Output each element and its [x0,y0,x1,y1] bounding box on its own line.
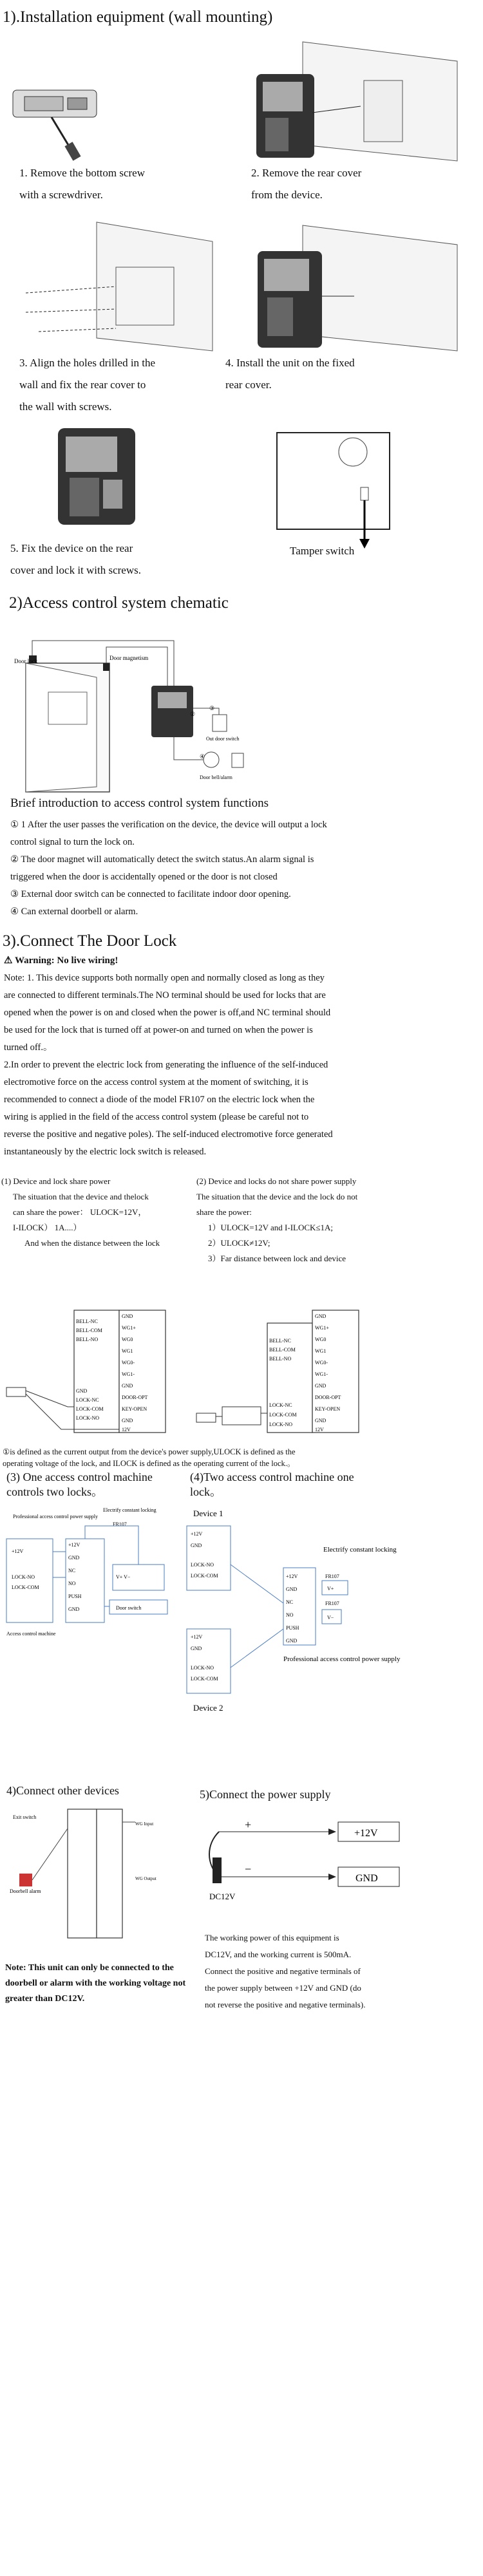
terminal-label: KEY-OPEN [122,1406,147,1412]
terminal-label: GND [76,1388,88,1394]
door-switch-label: Door switch [116,1605,142,1611]
device1-label: Device 1 [193,1509,223,1518]
prof-supply-label: Professional access control power supply [13,1514,98,1519]
terminal-label: NO [68,1581,76,1586]
separate-power-wiring-diagram [196,1310,390,1439]
terminal-label: LOCK-NO [191,1665,214,1671]
terminal-label: PUSH [286,1625,299,1631]
terminal-label: NC [286,1599,294,1605]
step1-caption: 1. Remove the bottom screw with a screwdriver. [19,167,145,201]
fix-device-illustration [39,425,167,528]
lock-footnote: ①is defined as the current output from the device's power supply,ULOCK is defined as the operating voltage of the lock, and ILOCK is defined as the operating current of the lock.。 [3,1447,296,1468]
terminal-label: +12V [191,1531,203,1537]
svg-text:V+: V+ [327,1586,334,1592]
terminal-label: LOCK-COM [269,1412,297,1418]
functions-list: ① 1 After the user passes the verification on the device, the device will output a lock control signal to turn the lock on. ② The door magnet will automatically detect the switch status.An alarm signal is triggered when the door is accidentally opened or the door is not closed ③ External door switch can be connected to facilitate indoor door opening. ④ Can external doorbell or alarm. [10,820,327,917]
terminal-label: +12V [68,1542,80,1548]
out-door-switch-label: Out door switch [206,736,240,742]
terminal-label: KEY-OPEN [315,1406,341,1412]
align-holes-illustration [26,222,219,351]
terminal-label: LOCK-NC [76,1397,99,1403]
lock-notes: Note: 1. This device supports both normally open and normally closed as long as they are connected to different terminals.The NO terminal should be used for locks that are opened when the power is on and closed when the power is off,and NC terminal should be used for the lock that is turned off at power-on and turned on when the power is turned off.。 2.In order to prevent the electric lock from generating the influence of the self-induced electromotive force on the access control system at the moment of switching, it is recommended to connect a diode of the model FR107 on the electric lock when the wiring is applied in the field of the access control system (please be careful not to reverse the positive and negative poles). The self-induced electromotive force generated instantaneously by the electric lock switch is released. [4,973,333,1157]
electric-lock-label: Electrify constant locking [323,1546,397,1554]
tamper-switch-label: Tamper switch [290,545,355,557]
terminal-label: WG0- [122,1360,135,1366]
terminal-label: LOCK-COM [191,1573,218,1579]
terminal-label: PUSH [68,1594,82,1599]
install-heading: 1).Installation equipment (wall mounting) [3,8,273,26]
fr107-label: FR107 [325,1601,339,1606]
terminal-label: GND [315,1418,327,1424]
terminal-label: GND [286,1586,298,1592]
terminal-label: GND [122,1313,133,1319]
terminal-label: WG1+ [122,1325,136,1331]
terminal-label: LOCK-NO [191,1562,214,1568]
other-heading: 4)Connect other devices [6,1784,119,1797]
svg-text:③: ③ [209,705,215,711]
prof-supply-label: Professional access control power supply [283,1655,401,1663]
warning: ⚠ Warning: No live wiring! [4,955,118,966]
warning-icon: ⚠ [4,955,13,966]
wg-output-label: WG Output [135,1876,156,1881]
intro-title: Brief introduction to access control system functions [10,796,269,810]
terminal-label: BELL-NO [76,1337,99,1342]
terminal-label: GND [315,1383,327,1389]
remove-rear-cover-illustration [251,35,464,164]
terminal-label: +12V [12,1548,24,1554]
terminal-label: WG1- [122,1371,135,1377]
terminal-label: WG1+ [315,1325,329,1331]
terminal-label: WG1 [315,1348,327,1354]
dc12v-label: DC12V [209,1892,236,1901]
terminal-label: GND [68,1606,80,1612]
terminal-label: LOCK-COM [191,1676,218,1682]
power-desc: The working power of this equipment is DC12V, and the working current is 500mA. Connect the positive and negative terminals of the power supply between +12V and GND (do not reverse the positive and negative terminals). [205,1933,366,2009]
other-note: Note: This unit can only be connected to the doorbell or alarm with the working voltage not greater than DC12V. [5,1963,186,2004]
terminal-label: GND [286,1638,298,1644]
case1: (1) Device and lock share power The situation that the device and thelock can share the power： ULOCK=12V， I-ILOCK） 1A....） And when the distance between the lock [1,1176,160,1248]
tamper-switch-illustration [277,433,393,561]
terminal-label: LOCK-COM [76,1406,104,1412]
power-heading: 5)Connect the power supply [200,1788,331,1801]
door-magnetism-label: Door magnetism [109,655,149,661]
shared-power-wiring-diagram [3,1310,177,1439]
terminal-label: WG0 [122,1337,133,1342]
terminal-label: WG1 [122,1348,133,1354]
exit-switch-label: Exit switch [13,1814,37,1820]
terminal-label: 12V [315,1427,324,1433]
v12-label: +12V [354,1828,378,1839]
access-control-schematic [13,637,270,795]
terminal-label: LOCK-NC [269,1402,292,1408]
door-lock-label: Door lock [14,658,38,664]
fr107-label: FR107 [325,1574,339,1579]
terminal-label: NO [286,1612,294,1618]
terminal-label: GND [191,1543,202,1548]
terminal-label: WG0- [315,1360,328,1366]
wg-input-label: WG Input [135,1821,154,1827]
terminal-label: LOCK-COM [12,1584,39,1590]
other-devices-diagram [6,1809,167,1944]
three-title: (3) One access control machine controls two locks。 [6,1471,153,1498]
svg-text:②: ② [190,711,196,717]
terminal-label: 12V [122,1427,131,1433]
door-bell-alarm-label: Door bell/alarm [200,775,232,780]
remove-screw-illustration [13,84,116,161]
svg-text:V−: V− [327,1615,334,1621]
doorbell-label: Doorbell alarm [10,1888,41,1894]
terminal-label: GND [68,1555,80,1561]
two-machines-one-lock-diagram [187,1509,401,1729]
terminal-label: +12V [191,1634,203,1640]
minus-label: − [245,1863,252,1876]
svg-text:④: ④ [200,753,205,760]
step4-caption: 4. Install the unit on the fixed rear cover. [225,357,355,391]
gnd-label: GND [355,1873,378,1884]
terminal-label: LOCK-NO [269,1422,292,1427]
case2: (2) Device and locks do not share power supply The situation that the device and the lock do not share the power: 1）ULOCK=12V and I-ILOCK≤1A; 2）ULOCK≠12V; 3）Far distance between lock and device [196,1176,358,1263]
step5-caption: 5. Fix the device on the rear cover and lock it with screws. [10,542,141,576]
terminal-label: +12V [286,1574,298,1579]
terminal-label: LOCK-NO [12,1574,35,1580]
terminal-label: DOOR-OPT [122,1395,148,1400]
terminal-label: NC [68,1568,76,1574]
access-machine-label: Access control machine [6,1631,56,1637]
access-heading: 2)Access control system chematic [9,594,229,612]
power-supply-diagram [193,1819,412,1903]
step3-caption: 3. Align the holes drilled in the wall and fix the rear cover to the wall with screws. [19,357,156,413]
fr107-label: FR107 [113,1521,127,1527]
four-title: (4)Two access control machine one lock。 [190,1471,354,1498]
lock-heading: 3).Connect The Door Lock [3,932,177,950]
terminal-label: BELL-NO [269,1356,292,1362]
electric-lock-label: Electrify constant locking [103,1507,156,1513]
svg-text:V+ V−: V+ V− [116,1574,131,1580]
plus-label: + [245,1818,252,1831]
terminal-label: GND [191,1646,202,1651]
terminal-label: LOCK-NO [76,1415,99,1421]
terminal-label: DOOR-OPT [315,1395,341,1400]
terminal-label: WG1- [315,1371,328,1377]
terminal-label: GND [122,1418,133,1424]
terminal-label: GND [122,1383,133,1389]
device2-label: Device 2 [193,1703,223,1713]
terminal-label: BELL-NC [76,1319,98,1324]
terminal-label: BELL-COM [76,1328,102,1333]
install-unit-illustration [251,219,464,354]
one-machine-two-locks-diagram [6,1507,180,1648]
terminal-label: BELL-COM [269,1347,296,1353]
terminal-label: BELL-NC [269,1338,291,1344]
terminal-label: GND [315,1313,327,1319]
step2-caption: 2. Remove the rear cover from the device. [251,167,362,201]
terminal-label: WG0 [315,1337,327,1342]
